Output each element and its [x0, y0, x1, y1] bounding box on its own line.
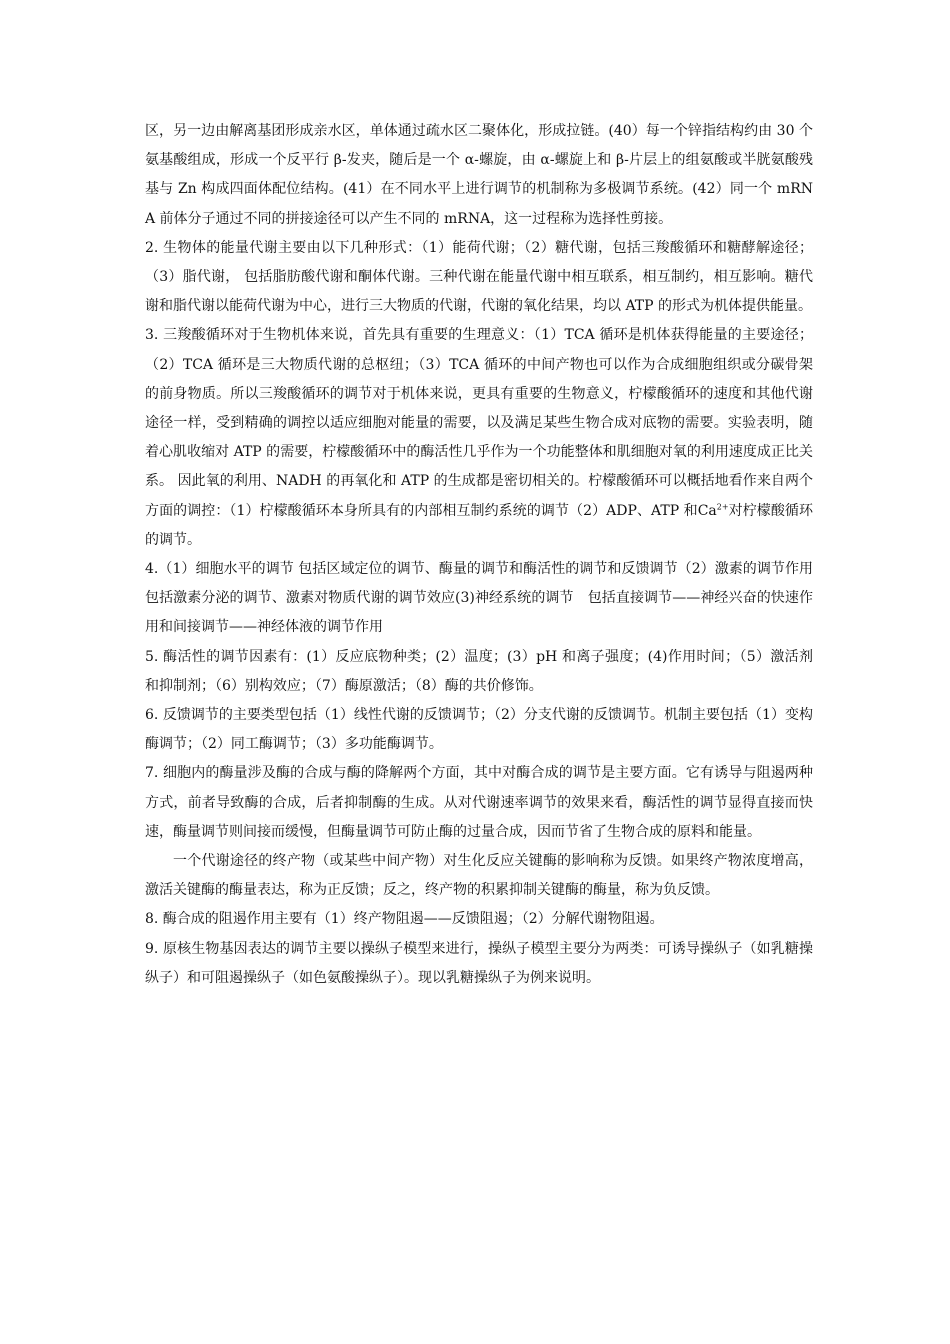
paragraph-6-feedback-types: 6. 反馈调节的主要类型包括（1）线性代谢的反馈调节；（2）分支代谢的反馈调节。机制主要包括（1）变构酶调节；（2）同工酶调节；（3）多功能酶调节。 — [145, 707, 813, 753]
paragraph-4-regulation-levels: 4.（1）细胞水平的调节 包括区域定位的调节、酶量的调节和酶活性的调节和反馈调节（2）激素的调节作用 包括激素分泌的调节、激素对物质代谢的调节效应(3)神经系统的调节 包括直接调节——神经兴奋的快速作用和间接调节——神经体液的调节作用 — [145, 561, 813, 636]
paragraph-5-enzyme-activity: 5. 酶活性的调节因素有：(1）反应底物种类；(2）温度；(3）pH 和离子强度；(4)作用时间；（5）激活剂和抑制剂；（6）别构效应；（7）酶原激活；（8）酶的共价修饰。 — [145, 648, 813, 694]
paragraph-7-enzyme-quantity: 7. 细胞内的酶量涉及酶的合成与酶的降解两个方面，其中对酶合成的调节是主要方面。它有诱导与阻遏两种方式，前者导致酶的合成，后者抑制酶的生成。从对代谢速率调节的效果来看，酶活性的调节显得直接而快速，酶量调节则间接而缓慢，但酶量调节可防止酶的过量合成，因而节省了生物合成的原料和能量。 — [145, 765, 813, 840]
paragraph-2-energy-metabolism: 2. 生物体的能量代谢主要由以下几种形式：（1）能荷代谢；（2）糖代谢，包括三羧酸循环和糖酵解途径；（3）脂代谢， 包括脂肪酸代谢和酮体代谢。三种代谢在能量代谢中相互联系，相互制约，相互影响。糖代谢和脂代谢以能荷代谢为中心，进行三大物质的代谢，代谢的氧化结果，均以 ATP 的形式为机体提供能量。 — [145, 239, 813, 315]
paragraph-3-text: 3. 三羧酸循环对于生物机体来说，首先具有重要的生理意义：（1）TCA 循环是机体获得能量的主要途径；（2）TCA 循环是三大物质代谢的总枢纽；（3）TCA 循环的中间产物也可以作为合成细胞组织或分碳骨架的前身物质。所以三羧酸循环的调节对于机体来说，更具有重要的生物意义，柠檬酸循环的速度和其他代谢途径一样，受到精确的调控以适应细胞对能量的需要，以及满足某些生物合成对底物的需要。实验表明，随着心肌收缩对 ATP 的需要，柠檬酸循环中的酶活性几乎作为一个功能整体和肌细胞对氧的利用速度成正比关系。 因此氧的利用、NADH 的再氧化和 ATP 的生成都是密切相关的。柠檬酸循环可以概括地看作来自两个方面的调控：（1）柠檬酸循环本身所具有的内部相互制约系统的调节（2）ADP、ATP 和Ca — [145, 327, 813, 519]
paragraph-continuation: 区，另一边由解离基团形成亲水区，单体通过疏水区二聚体化，形成拉链。(40）每一个锌指结构约由 30 个氨基酸组成，形成一个反平行 β-发夹，随后是一个 α-螺旋，由 α-螺旋上和 β-片层上的组氨酸或半胱氨酸残基与 Zn 构成四面体配位结构。(41）在不同水平上进行调节的机制称为多极调节系统。(42）同一个 mRNA 前体分子通过不同的拼接途径可以产生不同的 mRNA，这一过程称为选择性剪接。 — [145, 123, 813, 227]
paragraph-3-text-end: 对柠檬酸循环的调节。 — [145, 502, 814, 548]
paragraph-8-repression: 8. 酶合成的阻遏作用主要有（1）终产物阻遏——反馈阻遏；（2）分解代谢物阻遏。 — [145, 911, 664, 928]
superscript-charge: 2+ — [716, 501, 729, 511]
document-body — [145, 117, 813, 993]
paragraph-3-tca-cycle — [145, 321, 813, 555]
paragraph-9-operon: 9. 原核生物基因表达的调节主要以操纵子模型来进行，操纵子模型主要分为两类：可诱导操纵子（如乳糖操纵子）和可阻遏操纵子（如色氨酸操纵子）。现以乳糖操纵子为例来说明。 — [145, 940, 813, 986]
paragraph-7-feedback-definition: 一个代谢途径的终产物（或某些中间产物）对生化反应关键酶的影响称为反馈。如果终产物浓度增高，激活关键酶的酶量表达，称为正反馈；反之，终产物的积累抑制关键酶的酶量，称为负反馈。 — [145, 853, 813, 899]
